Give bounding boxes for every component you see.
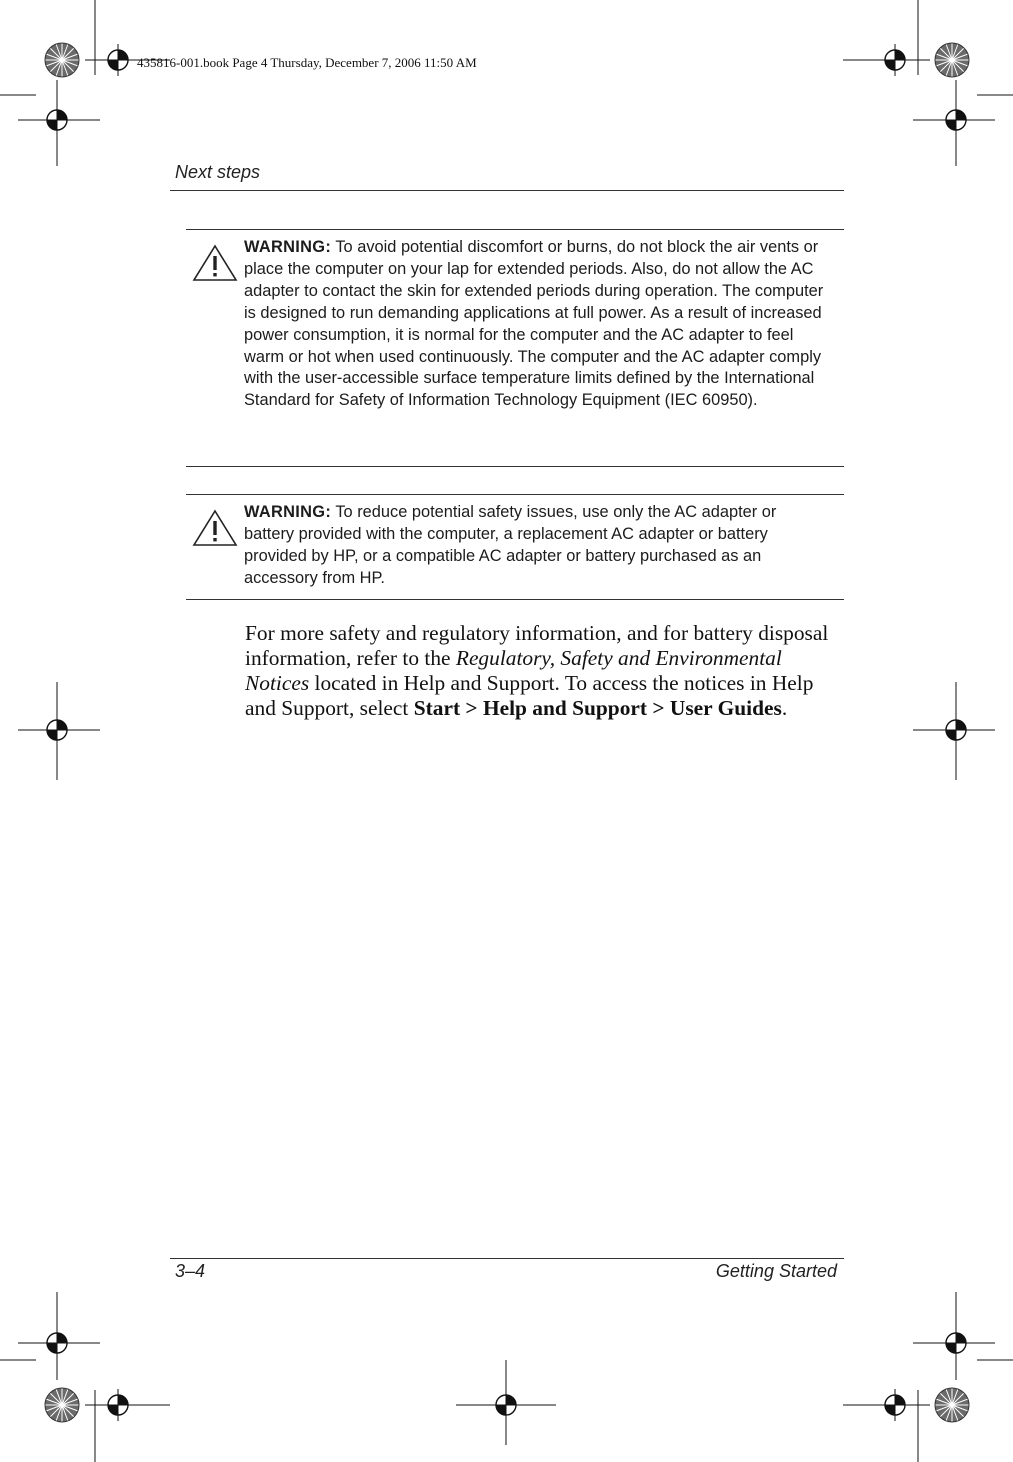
warning-label: WARNING: <box>244 238 332 256</box>
running-header: Next steps <box>175 162 261 182</box>
warning-triangle-icon <box>192 509 238 547</box>
warning-text-2 <box>244 502 826 590</box>
book-title: Getting Started <box>715 1261 837 1281</box>
warning-text-1 <box>244 237 826 412</box>
body-text: For more safety and regulatory information, and for battery disposal information, refer to the <box>245 621 829 670</box>
warning-box-1 <box>186 229 844 467</box>
warning-triangle-icon <box>192 244 238 282</box>
body-paragraph <box>245 621 843 721</box>
menu-path: Start > Help and Support > User Guides <box>413 696 782 720</box>
body-text-end: . <box>781 696 788 720</box>
print-slug: 435816-001.book Page 4 Thursday, December 7, 2006 11:50 AM <box>137 55 477 70</box>
warning-body: To avoid potential discomfort or burns, do not block the air vents or place the computer on your lap for extended periods. Also, do not allow the AC adapter to contact the skin for extended periods during operation. The computer is designed to run demanding applications at full power. As a result of increased power consumption, it is normal for the computer and the AC adapter to feel warm or hot when used continuously. The computer and the AC adapter comply with the user-accessible surface temperature limits defined by the International Standard for Safety of Information Technology Equipment (IEC 60950). <box>244 238 824 410</box>
page-number: 3–4 <box>175 1261 206 1281</box>
warning-label: WARNING: <box>244 503 332 521</box>
warning-body: To reduce potential safety issues, use only the AC adapter or battery provided with the computer, a replacement AC adapter or battery provided by HP, or a compatible AC adapter or battery purchased as an accessory from HP. <box>244 503 777 587</box>
footer-rule <box>170 1258 844 1259</box>
body-text: located in Help and Support. To access the notices in Help and Support, select <box>245 671 814 720</box>
header-rule <box>170 190 844 191</box>
warning-box-2 <box>186 494 844 600</box>
document-title: Regulatory, Safety and Environmental Notices <box>245 646 782 695</box>
